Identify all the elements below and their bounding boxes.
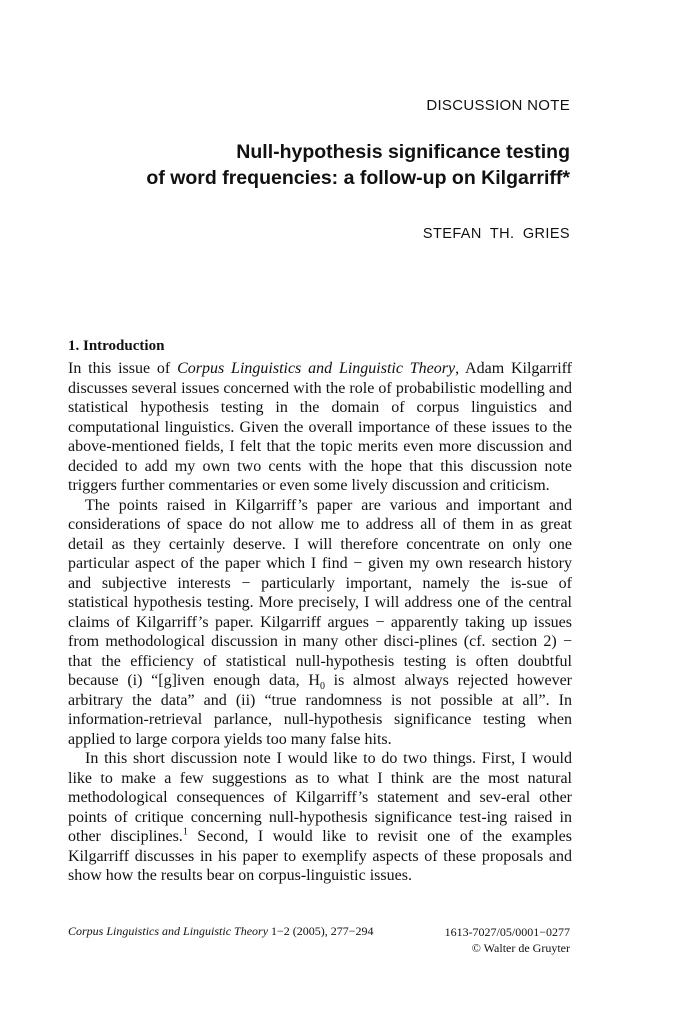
article-type-label: DISCUSSION NOTE — [426, 97, 570, 114]
paragraph-3-part-2: Second, I would like to revisit one of the examples Kilgarriff discusses in his paper to exemplify aspects of these proposals and show how the results bear on corpus-linguistic issues. — [68, 828, 572, 884]
section-heading: 1. Introduction — [68, 338, 165, 354]
paragraph-2-part-2: is almost always rejected however arbitrary the data” and (ii) “true randomness is not possible at all”. In information-retrieval parlance, null-hypothesis significance testing when applied to large corpora yields too many false hits. — [68, 672, 573, 748]
paragraph-3 — [68, 749, 572, 886]
journal-title-italic: Corpus Linguistics and Linguistic Theory — [177, 360, 456, 377]
article-title-line-1: Null-hypothesis significance testing — [236, 141, 570, 163]
copyright-line: © Walter de Gruyter — [471, 941, 570, 955]
body-text — [68, 359, 572, 886]
author-name: STEFAN TH. GRIES — [422, 226, 570, 242]
article-title-line-2: of word frequencies: a follow-up on Kilgarriff* — [146, 167, 570, 189]
paragraph-1 — [68, 359, 572, 496]
paragraph-3-part-1: In this short discussion note I would like to do two things. First, I would like to make a few suggestions as to what I think are the most natural methodological consequences of Kilgarriff’s statement and sev-eral other points of critique concerning null-hypothesis significance test-ing raised in other disciplines. — [68, 750, 572, 845]
paragraph-1-start: In this issue of — [68, 360, 178, 377]
journal-name: Corpus Linguistics and Linguistic Theory — [68, 924, 269, 938]
paragraph-1-rest: , Adam Kilgarriff discusses several issues concerned with the role of probabilistic modelling and statistical hypothesis testing in the domain of corpus linguistics and computational linguistics. Given the overall importance of these issues to the above-mentioned fields, I felt that the topic merits even more discussion and decided to add my own two cents with the hope that this discussion note triggers further commentaries or even some lively discussion and criticism. — [68, 360, 572, 494]
journal-citation — [68, 924, 374, 939]
publisher-info — [445, 924, 570, 956]
issn-code: 1613-7027/05/0001−0277 — [444, 925, 570, 939]
h0-subscript: 0 — [319, 681, 325, 693]
paragraph-2 — [68, 496, 572, 750]
article-title — [50, 139, 570, 191]
volume-pages: 1−2 (2005), 277−294 — [268, 924, 374, 938]
footnote-marker: 1 — [182, 826, 188, 838]
paragraph-2-part-1: The points raised in Kilgarriff’s paper are various and important and considerations of space do not allow me to address all of them in as great detail as they certainly deserve. I will therefore concentrate on only one particular aspect of the paper which I find − given my own research history and subjective interests − particularly important, namely the is-sue of statistical hypothesis testing. More precisely, I will address one of the central claims of Kilgarriff’s paper. Kilgarriff argues − apparently taking up issues from methodological discussion in many other disci-plines (cf. section 2) − that the efficiency of statistical null-hypothesis testing is often doubtful because (i) “[g]iven enough data, H — [68, 496, 572, 689]
